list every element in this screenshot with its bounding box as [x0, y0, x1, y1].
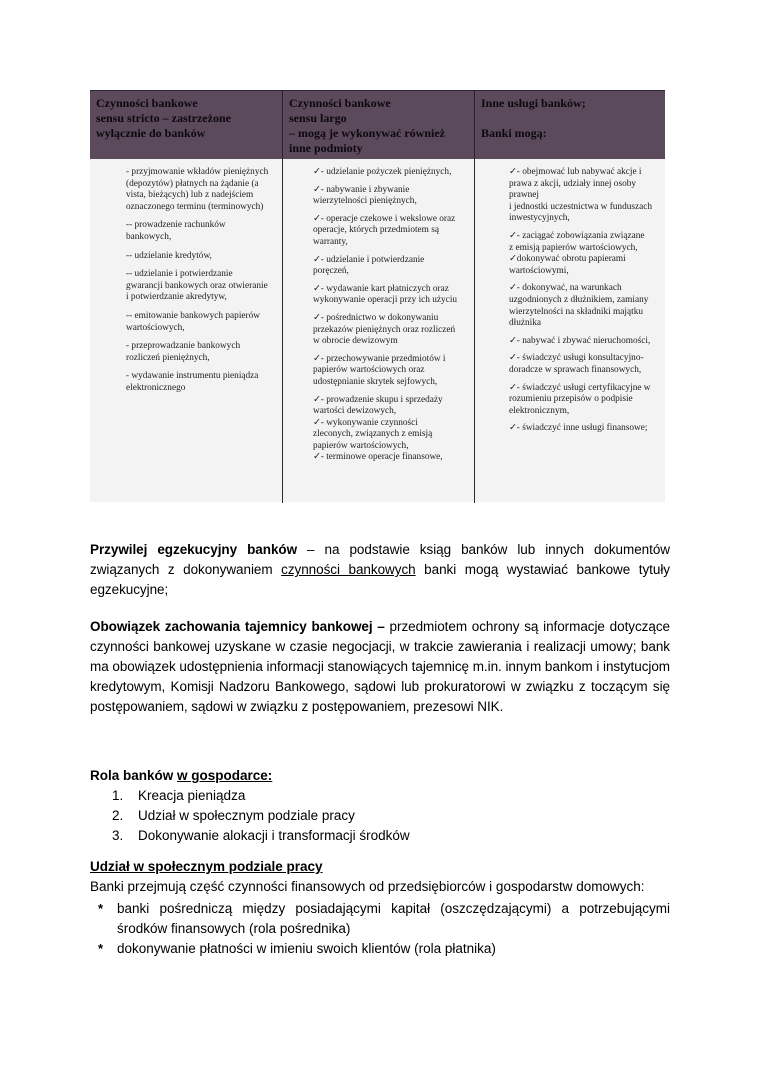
division-heading: Udział w społecznym podziale pracy — [90, 859, 323, 874]
table-cell-item: ✓- zaciągać zobowiązania związane z emisją papierów wartościowych, ✓dokonywać obrotu papierami wartościowymi, — [509, 230, 645, 276]
paragraph-bank-secrecy — [90, 617, 670, 717]
list-item — [90, 899, 670, 939]
table-cell-item: ✓- dokonywać, na warunkach uzgodnionych z dłużnikiem, zamiany wierzytelności na składniki majątku dłużnika — [509, 283, 649, 329]
table-cell-item: ✓- przechowywanie przedmiotów i papierów wartościowych oraz udostępnianie skrytek sejfowych, — [313, 353, 446, 387]
header-col-other: Inne usługi banków; Banki mogą: — [481, 96, 586, 140]
division-list — [90, 899, 670, 959]
list-item — [112, 826, 410, 846]
col-largo — [283, 159, 475, 503]
term-bank-secrecy: Obowiązek zachowania tajemnicy bankowej – — [90, 619, 385, 634]
table-cell-item: ✓- prowadzenie skupu i sprzedaży wartości dewizowych, ✓- wykonywanie czynności zleconych, związanych z emisją papierów wartościowych, ✓- terminowe operacje finansowe, — [313, 394, 443, 463]
paragraph-text: – na podstawie ksiąg banków lub innych dokumentów związanych z dokonywaniem — [90, 542, 670, 577]
table-cell-item: -- udzielanie kredytów, — [126, 250, 212, 261]
underlined-term: czynności bankowych — [281, 562, 416, 577]
list-number: 1. — [112, 788, 124, 803]
table-header — [90, 90, 665, 159]
list-item — [112, 786, 410, 806]
list-item — [112, 806, 410, 826]
term-execution-privilege: Przywilej egzekucyjny banków — [90, 542, 298, 557]
table-cell-item: -- emitowanie bankowych papierów wartościowych, — [126, 310, 260, 333]
paragraph-execution-privilege — [90, 540, 670, 600]
col-other — [475, 159, 665, 503]
table-body — [90, 159, 665, 503]
table-cell-item: ✓- nabywać i zbywać nieruchomości, — [509, 335, 651, 346]
role-heading-underlined: w gospodarce: — [177, 768, 273, 783]
table-cell-item: ✓- wydawanie kart płatniczych oraz wykonywanie operacji przy ich użyciu — [313, 283, 458, 306]
table-cell-item: - wydawanie instrumentu pieniądza elektronicznego — [126, 371, 259, 393]
paragraph-text: przedmiotem ochrony są informacje dotyczące czynności bankowej uzyskane w czasie negocjacji, w trakcie zawierania i realizacji umowy; bank ma obowiązek udostępnienia informacji stanowiących tajemnicę m.in. innym bankom i instytucjom kredytowym, Komisji Nadzoru Bankowego, sądowi lub prokuratorowi w związku z toczącym się postępowaniem, sądowi w związku z postępowaniem, prezesowi NIK. — [90, 619, 670, 714]
table-cell-item: ✓- udzielanie pożyczek pieniężnych, — [313, 167, 452, 177]
table-cell-item: -- udzielanie i potwierdzanie gwarancji bankowych oraz otwieranie i potwierdzanie akredytyw, — [126, 269, 268, 303]
table-cell-item: ✓- nabywanie i zbywanie wierzytelności pieniężnych, — [313, 184, 417, 207]
list-number: 3. — [112, 828, 124, 843]
table-cell-item: ✓- operacje czekowe i wekslowe oraz operacje, których przedmiotem są warranty, — [313, 213, 456, 247]
paragraph-text: banki mogą wystawiać bankowe tytuły egzekucyjne; — [90, 562, 670, 597]
col-stricto — [90, 159, 283, 503]
asterisk-icon: * — [98, 901, 104, 916]
table-cell-item: -- prowadzenie rachunków bankowych, — [126, 220, 226, 242]
role-list — [112, 786, 410, 846]
asterisk-icon: * — [98, 941, 104, 956]
table-cell-item: ✓- pośrednictwo w dokonywaniu przekazów pieniężnych oraz rozliczeń w obrocie dewizowym — [313, 312, 456, 347]
list-text: banki pośredniczą między posiadającymi kapitał (oszczędzającymi) a potrzebującymi środków finansowych (rola pośrednika) — [117, 901, 670, 936]
list-number: 2. — [112, 808, 124, 823]
table-cell-item: ✓- świadczyć inne usługi finansowe; — [509, 423, 648, 434]
division-intro: Banki przejmują część czynności finansowych od przedsiębiorców i gospodarstw domowych: — [90, 879, 645, 894]
header-col-stricto: Czynności bankowe sensu stricto – zastrzeżone wyłącznie do banków — [90, 91, 283, 159]
header-col-largo: Czynności bankowe sensu largo – mogą je wykonywać również inne podmioty — [283, 91, 475, 159]
table-cell-item: ✓- obejmować lub nabywać akcje i prawa z akcji, udziały innej osoby prawnej i jednostki uczestnictwa w funduszach inwestycyjnych, — [509, 167, 653, 224]
list-text: Udział w społecznym podziale pracy — [138, 808, 355, 823]
list-text: Kreacja pieniądza — [138, 788, 246, 803]
role-heading-text: Rola banków — [90, 768, 178, 783]
banking-activities-table — [90, 90, 665, 502]
table-cell-item: ✓- świadczyć usługi konsultacyjno- doradcze w sprawach finansowych, — [509, 353, 644, 375]
list-text: dokonywanie płatności w imieniu swoich klientów (rola płatnika) — [117, 941, 496, 956]
list-item — [90, 939, 670, 959]
table-cell-item: ✓- udzielanie i potwierdzanie poręczeń, — [313, 254, 425, 277]
list-text: Dokonywanie alokacji i transformacji środków — [138, 828, 410, 843]
table-cell-item: ✓- świadczyć usługi certyfikacyjne w rozumieniu przepisów o podpisie elektronicznym, — [509, 382, 651, 416]
table-cell-item: - przyjmowanie wkładów pieniężnych (depozytów) płatnych na żądanie (a vista, bieżących) lub z nadejściem oznaczonego terminu (terminowych) — [126, 167, 269, 212]
table-cell-item: - przeprowadzanie bankowych rozliczeń pieniężnych, — [126, 341, 241, 363]
role-heading — [90, 766, 272, 786]
